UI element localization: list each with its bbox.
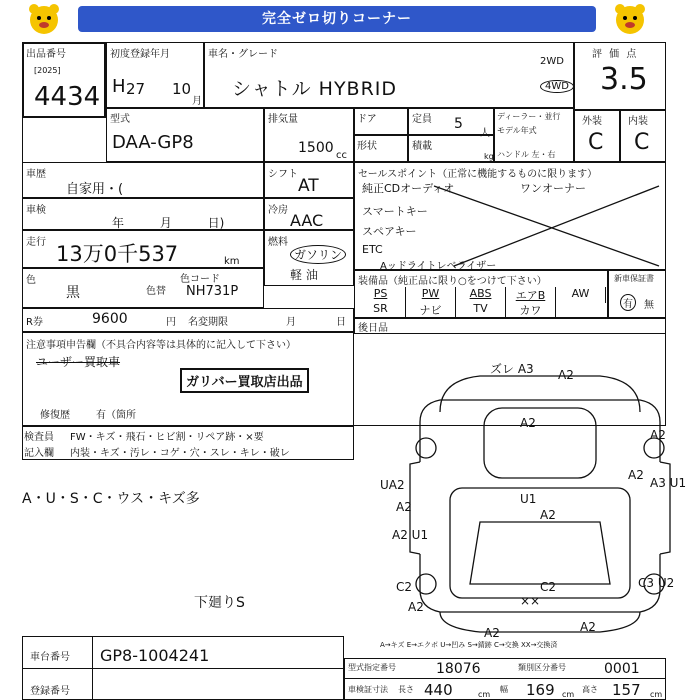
repair-label: 修復歴: [40, 410, 70, 421]
car-history-box: [22, 162, 264, 198]
damage-mark: A2 U1: [392, 528, 429, 542]
damage-mark: A2: [520, 416, 536, 430]
recycle-label: R券: [26, 317, 43, 328]
int-grade: C: [634, 130, 650, 155]
damage-mark: A2: [484, 626, 500, 640]
reg-label: 登録番号: [30, 686, 70, 697]
class-value: 0001: [604, 661, 640, 677]
equipment-item: エアB: [506, 287, 556, 303]
sales-point-5: ETC: [362, 243, 383, 256]
sales-point-6: Aッドライトレベライザー: [380, 261, 497, 272]
sales-points-label: セールスポイント（正常に機能するものに限ります）: [358, 169, 598, 180]
color-code-label: 色コード: [180, 274, 220, 285]
fuel-label: 燃料: [268, 237, 288, 248]
warranty-label: 新車保証書: [614, 274, 654, 283]
color-code-value: NH731P: [186, 284, 239, 299]
damage-mark: A2: [580, 620, 596, 634]
fuel-diesel: 軽 油: [290, 268, 318, 282]
length-label: 長さ: [398, 685, 414, 694]
inspection-value: 年 月 日): [112, 216, 225, 230]
damage-mark: A2: [558, 368, 574, 382]
height-unit: cm: [650, 690, 663, 699]
mileage-unit: km: [224, 256, 240, 267]
spec-type-label: 型式指定番号: [348, 663, 396, 672]
mascot-left-icon: [24, 3, 64, 37]
shift-value: AT: [298, 176, 319, 196]
equipment-item: PW: [406, 287, 456, 303]
inspection-label: 車検: [26, 205, 46, 216]
type-value: DAA-GP8: [112, 132, 194, 153]
equipment-item: TV: [456, 302, 506, 318]
notes-label: 注意事項申告欄（不具合内容等は具体的に記入して下さい）: [26, 340, 296, 351]
name-change-label: 名変期限: [188, 317, 228, 328]
lot-year: [2025]: [34, 66, 61, 75]
name-change-unit: 月: [286, 317, 296, 328]
equipment-item: ナビ: [406, 302, 456, 318]
damage-mark: A2: [408, 600, 424, 614]
displacement-label: 排気量: [268, 114, 298, 125]
equipment-row1: [356, 287, 606, 303]
damage-mark: ××: [520, 594, 541, 608]
displacement-unit: cc: [336, 150, 347, 161]
era: H: [112, 76, 126, 97]
rear-seat-label: 後日品: [358, 323, 388, 334]
rear-seat-box: [354, 318, 666, 334]
type-label: 型式: [110, 114, 130, 125]
entry-label: 記入欄: [24, 448, 54, 459]
capacity-unit: 人: [480, 128, 490, 139]
mileage-value: 13万0千537: [56, 242, 179, 266]
ext-grade: C: [588, 130, 604, 155]
damage-mark: C3 U2: [638, 576, 675, 590]
notes-text: ユーザー買取車: [36, 355, 121, 369]
damage-legend: A→キズ E→エクボ U→凹み S→錆跡 C→交換 XX→交換済: [380, 641, 558, 649]
month: 10: [172, 80, 192, 98]
chassis-value: GP8-1004241: [100, 646, 210, 665]
damage-mark: ズレ A3: [490, 362, 534, 376]
equipment-item: PS: [356, 287, 406, 303]
displacement-value: 1500: [298, 140, 334, 156]
equipment-item: AW: [556, 287, 606, 303]
ext-label: 外装: [582, 116, 602, 127]
capacity-value: 5: [454, 116, 463, 132]
equipment-row2: [356, 302, 556, 318]
damage-mark: C2: [396, 580, 413, 594]
damage-mark: A2: [650, 428, 666, 442]
damage-mark: A3 U1: [650, 476, 687, 490]
equipment-label: 装備品（純正品に限り○をつけて下さい）: [358, 276, 547, 287]
gulliver-stamp: ガリバー買取店出品: [180, 368, 309, 393]
lot-number: 4434: [34, 82, 101, 112]
dealer-label: ディーラー・並行: [497, 112, 561, 121]
sales-points-crossout: [354, 176, 666, 270]
warranty-yes: 有: [620, 294, 636, 311]
damage-mark: UA2: [380, 478, 405, 492]
load-label: 積載: [412, 141, 432, 152]
damage-mark: A2: [396, 500, 412, 514]
ac-value: AAC: [290, 211, 324, 230]
drive-2wd: 2WD: [540, 56, 564, 67]
name-change-day: 日: [336, 317, 346, 328]
equipment-item: ABS: [456, 287, 506, 303]
recycle-unit: 円: [166, 317, 176, 328]
mascot-right-icon: [610, 3, 650, 37]
sales-point-4: スペアキー: [362, 225, 417, 238]
fuel-gasoline: ガソリン: [290, 245, 346, 264]
page-title: 完全ゼロ切りコーナー: [78, 6, 596, 32]
repair-value: 有（箇所: [96, 410, 136, 421]
handle-label: ハンドル 左・右: [497, 150, 556, 159]
width-unit: cm: [562, 690, 575, 699]
repaint-label: 色替: [146, 286, 166, 297]
load-unit: kg: [484, 152, 494, 161]
warranty-no: 無: [644, 300, 654, 311]
color-label: 色: [26, 275, 36, 286]
damage-mark: A2: [540, 508, 556, 522]
year: 27: [126, 80, 146, 98]
damage-mark: U1: [520, 492, 537, 506]
class-label: 類別区分番号: [518, 663, 566, 672]
drive-4wd: 4WD: [540, 80, 574, 93]
cert-label: 車検証寸法: [348, 685, 388, 694]
entry-row: 内装・キズ・汚レ・コゲ・穴・スレ・キレ・破レ: [70, 448, 290, 459]
inspector-row1: FW・キズ・飛石・ヒビ割・リペア跡・×要: [70, 432, 264, 443]
damage-mark: C2: [540, 580, 557, 594]
recycle-value: 9600: [92, 311, 128, 327]
car-history-value: 自家用・(: [66, 182, 124, 197]
score-label: 評 価 点: [592, 49, 639, 60]
width-value: 169: [526, 681, 555, 699]
height-label: 高さ: [582, 685, 598, 694]
mileage-label: 走行: [26, 237, 46, 248]
sales-point-2: ワンオーナー: [520, 182, 586, 195]
length-value: 440: [424, 681, 453, 699]
car-history-label: 車歴: [26, 169, 46, 180]
lot-label: 出品番号: [26, 49, 66, 60]
capacity-label: 定員: [412, 114, 432, 125]
model-name: シャトル HYBRID: [232, 78, 398, 100]
model-label: 車名・グレード: [208, 49, 278, 60]
length-unit: cm: [478, 690, 491, 699]
shape-label: 形状: [357, 141, 377, 152]
model-year-label: モデル年式: [497, 126, 537, 135]
freeform-note: A・U・S・C・ウス・キズ多: [22, 491, 200, 507]
damage-mark: A2: [628, 468, 644, 482]
score: 3.5: [600, 62, 648, 97]
equipment-item: SR: [356, 302, 406, 318]
color-value: 黒: [66, 285, 80, 301]
equipment-item: カワ: [506, 302, 556, 318]
sales-point-3: スマートキー: [362, 205, 428, 218]
height-value: 157: [612, 681, 641, 699]
int-label: 内装: [628, 116, 648, 127]
month-suffix: 月: [192, 96, 202, 107]
spec-type-value: 18076: [436, 661, 481, 677]
width-label: 幅: [500, 685, 508, 694]
inspector-label: 検査員: [24, 432, 54, 443]
chassis-label: 車台番号: [30, 652, 70, 663]
freeform-note2: 下廻りS: [194, 595, 245, 611]
first-reg-label: 初度登録年月: [110, 49, 170, 60]
ac-label: 冷房: [268, 205, 288, 216]
shift-label: シフト: [268, 169, 298, 180]
sales-point-1: 純正CDオーディオ: [362, 182, 455, 195]
doors-label: ドア: [357, 114, 377, 125]
